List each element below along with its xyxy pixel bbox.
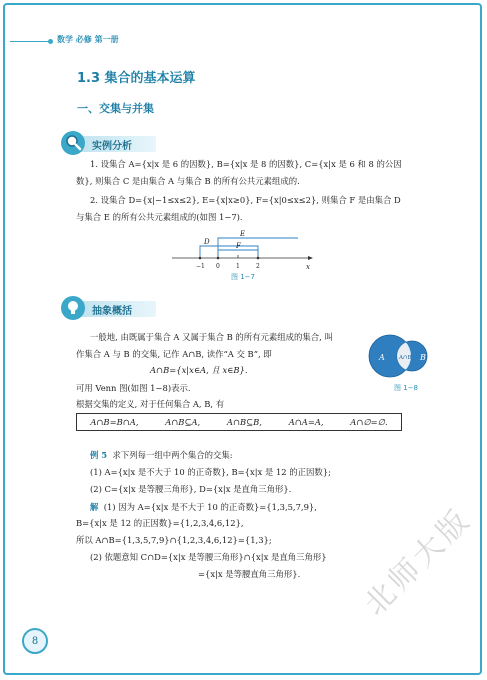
- tick-label: 1: [236, 263, 240, 270]
- header-rule: [10, 41, 50, 42]
- property: A∩B⊆B,: [226, 417, 262, 427]
- page-number: 8: [22, 628, 48, 654]
- figure-1-7-caption: 图 1−7: [231, 273, 255, 281]
- intersection-formula: A∩B={x|x∈A, 且 x∈B}.: [150, 365, 248, 375]
- solution-line-5: ={x|x 是等腰直角三角形}.: [198, 569, 301, 579]
- property: A∩B⊆A,: [165, 417, 201, 427]
- abstract-summary-label: 抽象概括: [92, 305, 132, 317]
- subsection-title: 一、交集与并集: [77, 102, 154, 115]
- magnifier-icon: [60, 129, 88, 157]
- definition-line-3: 可用 Venn 图(如图 1−8)表示.: [76, 383, 191, 393]
- property: A∩∅=∅.: [350, 417, 388, 427]
- solution-label: 解: [90, 502, 99, 512]
- venn-diagram: [365, 333, 441, 379]
- example-5-q2: (2) C={x|x 是等腰三角形}, D={x|x 是直角三角形}.: [90, 484, 292, 494]
- solution-line-4: (2) 依题意知 C∩D={x|x 是等腰三角形}∩{x|x 是直角三角形}: [90, 552, 327, 562]
- example-line-1: 1. 设集合 A={x|x 是 6 的因数}, B={x|x 是 8 的因数}, C={x|x 是 6 和 8 的公因: [90, 159, 402, 169]
- venn-label-B: B: [420, 353, 426, 362]
- solution-line-3: 所以 A∩B={1,3,5,7,9}∩{1,2,3,4,6,12}={1,3};: [76, 535, 272, 545]
- definition-line-4: 根据交集的定义, 对于任何集合 A, B, 有: [76, 399, 225, 409]
- example-5-heading: [90, 448, 233, 462]
- venn-label-intersection: A∩B: [399, 355, 412, 361]
- definition-line-1: 一般地, 由既属于集合 A 又属于集合 B 的所有元素组成的集合, 叫: [90, 332, 333, 342]
- tick-label: −1: [196, 263, 205, 270]
- label-D: D: [204, 238, 210, 246]
- label-F: F: [236, 242, 241, 250]
- figure-1-8-caption: 图 1−8: [394, 384, 418, 392]
- publisher-watermark: 北师大版: [357, 501, 479, 623]
- venn-label-A: A: [379, 353, 385, 362]
- abstract-summary-badge: [60, 298, 180, 320]
- number-line-figure: [170, 228, 320, 278]
- example-line-2: 数}, 则集合 C 是由集合 A 与集合 B 的所有公共元素组成的.: [76, 176, 300, 186]
- example-5-q1: (1) A={x|x 是不大于 10 的正奇数}, B={x|x 是 12 的正因数};: [90, 467, 331, 477]
- lightbulb-icon: [60, 294, 88, 322]
- solution-line-2: B={x|x 是 12 的正因数}={1,2,3,4,6,12},: [76, 518, 244, 528]
- solution-text-1: (1) 因为 A={x|x 是不大于 10 的正奇数}={1,3,5,7,9},: [103, 502, 317, 512]
- intersection-properties-box: [76, 413, 402, 431]
- label-E: E: [240, 230, 246, 238]
- set-D-bracket: [200, 246, 258, 258]
- section-title: 1.3 集合的基本运算: [77, 71, 196, 86]
- definition-line-2: 作集合 A 与 B 的交集, 记作 A∩B, 读作“A 交 B”, 即: [76, 349, 272, 359]
- label-x: x: [306, 263, 310, 271]
- property: A∩B=B∩A,: [90, 417, 139, 427]
- example-analysis-badge: [60, 133, 180, 155]
- example-5-label: 例 5: [90, 450, 108, 460]
- solution-line-1: [90, 500, 317, 514]
- tick-label: 0: [216, 263, 220, 270]
- example-analysis-label: 实例分析: [92, 140, 132, 152]
- header-dot: [48, 39, 53, 44]
- example-5-prompt: 求下列每一组中两个集合的交集:: [112, 450, 233, 460]
- property: A∩A=A,: [288, 417, 324, 427]
- tick-label: 2: [256, 263, 260, 270]
- example-line-4: 与集合 E 的所有公共元素组成的(如图 1−7).: [76, 212, 243, 222]
- example-line-3: 2. 设集合 D={x|−1≤x≤2}, E={x|x≥0}, F={x|0≤x≤2}, 则集合 F 是由集合 D: [90, 195, 401, 205]
- running-title: 数学 必修 第一册: [57, 35, 119, 44]
